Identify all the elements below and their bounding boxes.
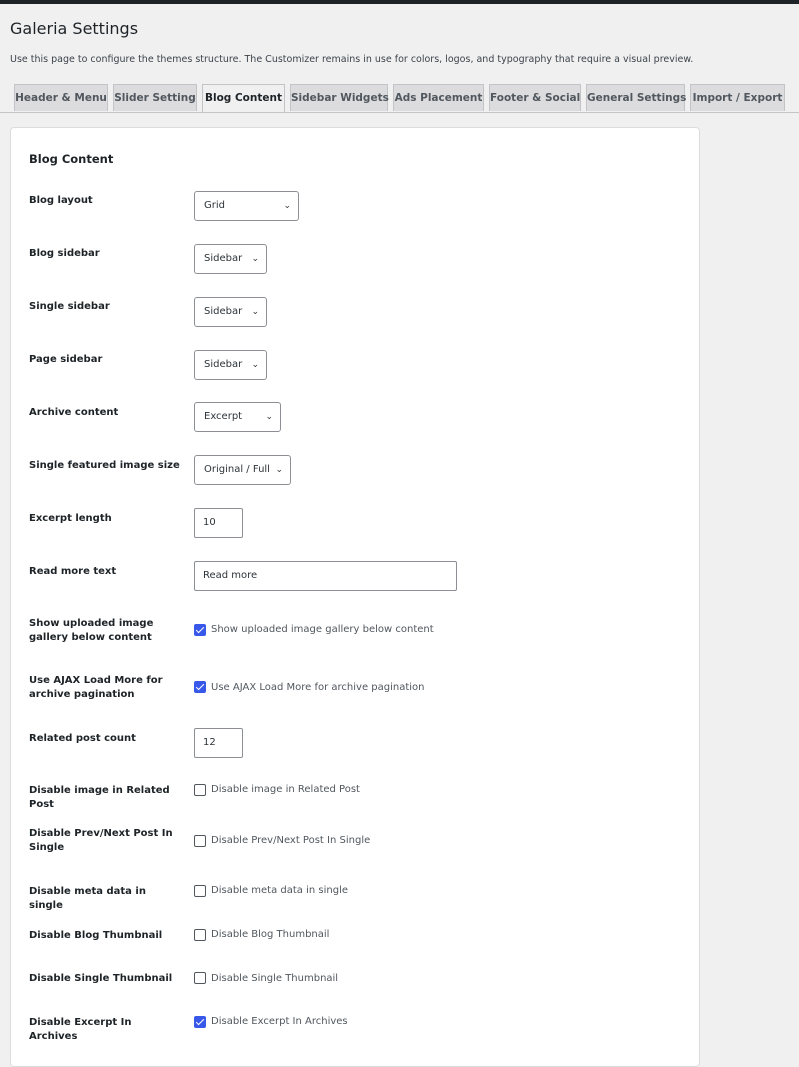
tab-footer-social[interactable]: Footer & Social bbox=[489, 84, 581, 111]
excerpt-archives-checkbox[interactable] bbox=[194, 1016, 206, 1028]
single-thumb-checkbox[interactable] bbox=[194, 972, 206, 984]
ajax-checkbox[interactable] bbox=[194, 681, 206, 693]
tab-blog-content[interactable]: Blog Content bbox=[202, 84, 285, 112]
blog-thumb-checkbox[interactable] bbox=[194, 929, 206, 941]
chevron-down-icon: ⌄ bbox=[265, 412, 273, 422]
panel-title: Blog Content bbox=[29, 152, 114, 166]
meta-checkbox[interactable] bbox=[194, 885, 206, 897]
prev-next-label: Disable Prev/Next Post In Single bbox=[29, 828, 173, 853]
archive-content-label: Archive content bbox=[29, 407, 119, 418]
blog-layout-value: Grid bbox=[204, 200, 225, 211]
page-title: Galeria Settings bbox=[10, 19, 139, 38]
chevron-down-icon: ⌄ bbox=[251, 307, 259, 317]
tab-general-settings[interactable]: General Settings bbox=[586, 84, 685, 111]
excerpt-archives-label: Disable Excerpt In Archives bbox=[29, 1017, 132, 1042]
meta-label: Disable meta data in single bbox=[29, 886, 146, 911]
related-image-checkbox-text: Disable image in Related Post bbox=[211, 784, 360, 795]
featured-image-size-label: Single featured image size bbox=[29, 460, 180, 471]
gallery-label: Show uploaded image gallery below content bbox=[29, 618, 154, 643]
settings-tabs bbox=[0, 84, 799, 113]
gallery-checkbox-text: Show uploaded image gallery below content bbox=[211, 624, 434, 635]
meta-checkbox-text: Disable meta data in single bbox=[211, 885, 348, 896]
related-image-checkbox[interactable] bbox=[194, 784, 206, 796]
tab-slider-setting[interactable]: Slider Setting bbox=[113, 84, 197, 111]
archive-content-value: Excerpt bbox=[204, 411, 243, 422]
featured-image-size-select[interactable] bbox=[194, 455, 291, 485]
single-thumb-checkbox-text: Disable Single Thumbnail bbox=[211, 973, 339, 984]
page-sidebar-value: Sidebar bbox=[204, 359, 243, 370]
top-admin-bar bbox=[0, 0, 799, 4]
related-count-label: Related post count bbox=[29, 733, 136, 744]
blog-sidebar-value: Sidebar bbox=[204, 253, 243, 264]
page-sidebar-label: Page sidebar bbox=[29, 354, 103, 365]
prev-next-checkbox[interactable] bbox=[194, 835, 206, 847]
read-more-label: Read more text bbox=[29, 566, 117, 577]
excerpt-length-input[interactable]: 10 bbox=[194, 508, 243, 538]
page-sidebar-select[interactable] bbox=[194, 350, 267, 380]
single-sidebar-value: Sidebar bbox=[204, 306, 243, 317]
tab-sidebar-widgets[interactable]: Sidebar Widgets bbox=[290, 84, 388, 111]
tab-header-menu[interactable]: Header & Menu bbox=[14, 84, 108, 111]
read-more-input[interactable]: Read more bbox=[194, 561, 457, 591]
blog-sidebar-select[interactable] bbox=[194, 244, 267, 274]
single-thumb-label: Disable Single Thumbnail bbox=[29, 973, 173, 984]
tab-ads-placement[interactable]: Ads Placement bbox=[393, 84, 484, 111]
chevron-down-icon: ⌄ bbox=[275, 465, 283, 475]
prev-next-checkbox-text: Disable Prev/Next Post In Single bbox=[211, 835, 371, 846]
ajax-label: Use AJAX Load More for archive pagination bbox=[29, 675, 163, 700]
chevron-down-icon: ⌄ bbox=[251, 360, 259, 370]
blog-layout-label: Blog layout bbox=[29, 195, 93, 206]
single-sidebar-label: Single sidebar bbox=[29, 301, 110, 312]
blog-thumb-label: Disable Blog Thumbnail bbox=[29, 930, 163, 941]
related-image-label: Disable image in Related Post bbox=[29, 785, 170, 810]
featured-image-size-value: Original / Full bbox=[204, 464, 270, 475]
excerpt-archives-checkbox-text: Disable Excerpt In Archives bbox=[211, 1016, 348, 1027]
chevron-down-icon: ⌄ bbox=[283, 201, 291, 211]
blog-thumb-checkbox-text: Disable Blog Thumbnail bbox=[211, 929, 330, 940]
excerpt-length-label: Excerpt length bbox=[29, 513, 112, 524]
gallery-checkbox[interactable] bbox=[194, 624, 206, 636]
blog-layout-select[interactable] bbox=[194, 191, 299, 221]
related-count-input[interactable]: 12 bbox=[194, 728, 243, 758]
single-sidebar-select[interactable] bbox=[194, 297, 267, 327]
ajax-checkbox-text: Use AJAX Load More for archive pagination bbox=[211, 682, 425, 693]
blog-content-panel bbox=[10, 127, 700, 1067]
tab-import-export[interactable]: Import / Export bbox=[690, 84, 785, 111]
archive-content-select[interactable] bbox=[194, 402, 281, 432]
chevron-down-icon: ⌄ bbox=[251, 254, 259, 264]
page-description: Use this page to configure the themes structure. The Customizer remains in use for colors, logos, and typography that require a visual preview. bbox=[10, 54, 694, 65]
blog-sidebar-label: Blog sidebar bbox=[29, 248, 100, 259]
